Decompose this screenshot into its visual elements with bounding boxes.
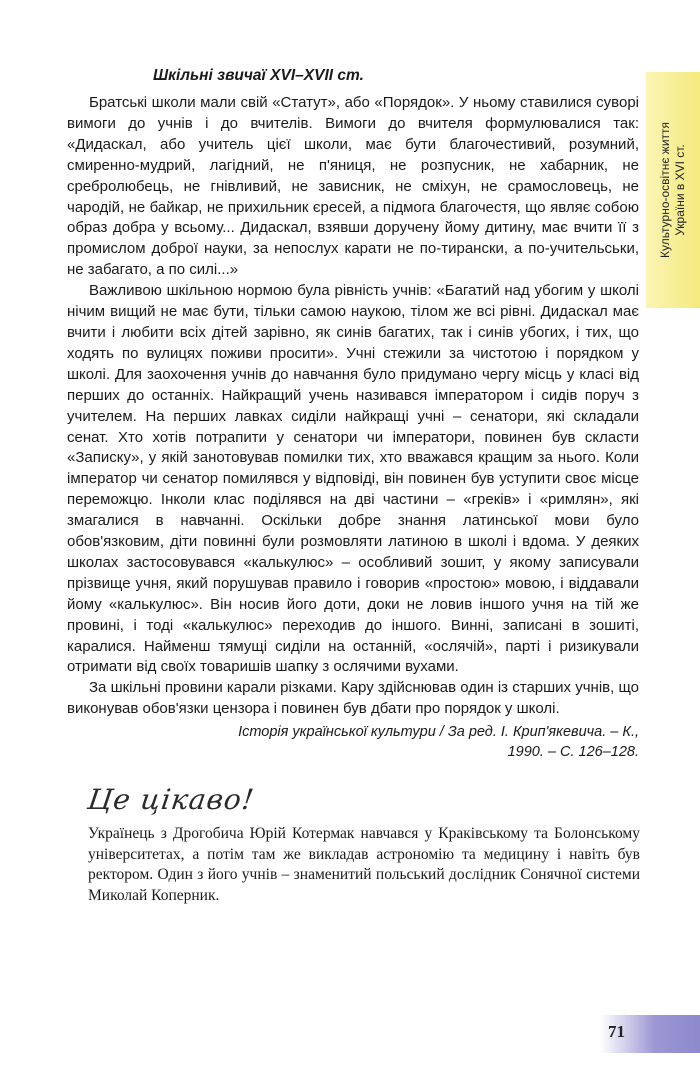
main-content bbox=[67, 66, 639, 762]
source-citation-line1: Історія української культури / За ред. І. Крип'якевича. – К., bbox=[238, 724, 639, 741]
interesting-heading: Це цікаво! bbox=[85, 783, 257, 816]
paragraph-1: Братські школи мали свій «Статут», або «Порядок». У ньому ставилися суворі вимоги до учнів і до вчителів. Вимоги до вчителя формулювалися так: «Дидаскал, або учитель цієї школи, має бути благочестивий, розумний, смиренно-мудрий, лагідний, не п'яниця, не розпусник, не хабарник, не сребролюбець, не гнівливий, не зависник, не сміхун, не срамословець, не чародій, не байкар, не прихильник єресей, а підмога благочестя, що являє собою образ добра у всьому... Дидаскал, взявши доручену йому дитину, має вчити її з промислом доброї науки, за непослух карати не по-тирански, а по-учительськи, не забагато, а по силі...» bbox=[67, 94, 639, 279]
chapter-side-tab bbox=[646, 72, 700, 308]
interesting-text: Українець з Дрогобича Юрій Котермак навчався у Краківському та Болонському університетах, а потім там же викладав астрономію та медицину і навіть був ректором. Один з його учнів – знаменитий польський дослідник Сонячної системи Миколай Коперник. bbox=[88, 825, 640, 904]
source-citation-line2: 1990. – С. 126–128. bbox=[507, 744, 639, 761]
paragraph-3: За шкільні провини карали різками. Кару здійснював один із старших учнів, що виконував обов'язки цензора і повинен був дбати про порядок у школі. bbox=[67, 679, 639, 718]
page-number: 71 bbox=[608, 1022, 625, 1041]
chapter-side-tab-line1: Культурно-освітнє життя bbox=[658, 121, 672, 259]
chapter-side-tab-line2: України в XVІ ст. bbox=[673, 144, 687, 236]
source-citation bbox=[67, 722, 639, 762]
section-title: Шкільні звичаї XVI–XVII ст. bbox=[153, 67, 364, 84]
paragraph-2: Важливою шкільною нормою була рівність учнів: «Багатий над убогим у школі нічим вищий не має бути, тільки самою наукою, тілом же всі рівні. Дидаскал має вчити і любити всіх дітей зарівно, як синів багатих, так і синів убогих, і тих, що ходять по вулицях поживи просити». Учні стежили за чистотою і порядком у школі. Для заохочення учнів до навчання було придумано чергу місць у класі від перших до останніх. Найкращий учень називався імператором і сидів поруч з учителем. На перших лавках сиділи найкращі учні – сенатори, які складали сенат. Хто хотів потрапити у сенатори чи імператори, повинен був скласти «Записку», у якій занотовував помилки тих, хто вважався кращим за нього. Коли імператор чи сенатор помилявся у відповіді, він повинен був уступити своє місце переможцю. Інколи клас поділявся на дві частини – «греків» і «римлян», які змагалися в навчанні. Оскільки добре знання латинської мови було обов'язковим, діти повинні були розмовляти латиною в школі і вдома. У деяких школах застосовувався «калькулюс» – особливий зошит, у якому записували прізвище учня, який порушував правило і говорив «простою» мовою, і віддавали йому «калькулюс». Він носив його доти, доки не ловив іншого учня на тій же провині, і тоді «калькулюс» переходив до іншого. Винні, записані в зошиті, каралися. Найменш тямущі сиділи на останній, «ослячій», парті і ризикували отримати від своїх товаришів шапку з ослячими вухами. bbox=[67, 282, 639, 676]
chapter-side-tab-label bbox=[658, 75, 688, 305]
